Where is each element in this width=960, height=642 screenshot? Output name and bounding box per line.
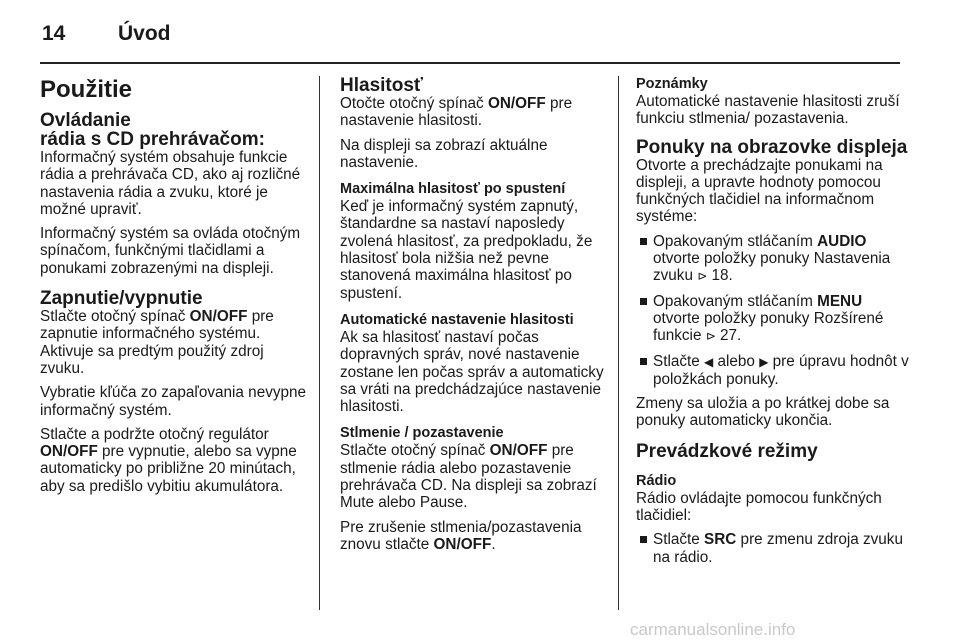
text: Opakovaným stláčaním	[653, 292, 818, 310]
paragraph: Na displeji sa zobrazí aktuálne nastavenie.	[340, 136, 548, 171]
minor-heading: Maximálna hlasitosť po spustení	[340, 181, 566, 198]
paragraph	[340, 442, 608, 511]
bullet-list	[636, 531, 910, 566]
page-reference: 18	[711, 267, 729, 285]
text: pre vypnutie, alebo sa vypne automaticky po približne 20 minútach, aby sa predišlo vybitiu akumulátora.	[40, 443, 297, 495]
minor-heading: Stlmenie / pozastavenie	[340, 425, 504, 442]
text: .	[737, 327, 742, 345]
subsection-heading-power: Zapnutie/vypnutie	[40, 288, 203, 310]
column-1	[40, 76, 308, 502]
text: Pre zrušenie stlmenia/pozastavenia znovu stlačte	[340, 518, 582, 553]
minor-heading-radio: Rádio	[636, 472, 677, 489]
page-reference: 27	[720, 327, 738, 345]
header-rule	[40, 62, 900, 64]
text: Stlačte otočný spínač	[40, 308, 190, 326]
column-divider	[618, 76, 619, 610]
paragraph: Rádio ovládajte pomocou funkčných tlačidiel:	[636, 489, 882, 525]
text: pre zmenu zdroja zvuku na rádio.	[653, 531, 903, 566]
subsection-heading-volume: Hlasitosť	[340, 75, 424, 96]
button-name: ON/OFF	[189, 308, 248, 326]
text: Stlačte	[653, 352, 705, 370]
paragraph: Zmeny sa uložia a po krátkej dobe sa ponuky automaticky ukončia.	[636, 395, 890, 430]
list-item	[636, 531, 910, 566]
subsection-heading-modes: Prevádzkové režimy	[636, 440, 818, 462]
paragraph	[40, 426, 308, 495]
page-number: 14	[42, 22, 66, 45]
text: Otočte otočný spínač	[340, 95, 488, 112]
button-name: MENU	[817, 292, 863, 310]
note-text: Automatické nastavenie hlasitosti zruší funkciu stlmenia/ pozastavenia.	[636, 93, 900, 128]
chapter-title: Úvod	[118, 22, 171, 45]
text: alebo	[713, 352, 760, 370]
paragraph	[40, 308, 308, 377]
text: Stlačte otočný spínač	[340, 442, 490, 460]
page-reference-icon: ⊳	[705, 329, 716, 344]
paragraph: Otvorte a prechádzajte ponukami na displeji, a upravte hodnoty pomocou funkčných tlačidiel na informačnom systéme:	[636, 156, 883, 226]
button-name: ON/OFF	[433, 535, 492, 553]
text: .	[491, 535, 496, 553]
button-name: SRC	[704, 531, 737, 549]
section-title: Použitie	[40, 76, 133, 103]
subsection-heading-menus: Ponuky na obrazovke displeja	[636, 136, 908, 158]
list-item	[636, 233, 910, 286]
text: otvorte položky ponuky Rozšírené funkcie	[653, 309, 884, 345]
text: .	[728, 267, 733, 285]
column-divider	[319, 76, 320, 610]
paragraph: Ak sa hlasitosť nastaví počas dopravných správ, nové nastavenie zostane len počas správ a automaticky sa vráti na predchádzajúce nastavenie hlasitosti.	[340, 328, 604, 416]
paragraph: Informačný systém sa ovláda otočným spínačom, funkčnými tlačidlami a ponukami zobrazenými na displeji.	[40, 225, 301, 277]
minor-heading: Automatické nastavenie hlasitosti	[340, 311, 574, 328]
bullet-square-icon	[640, 536, 647, 543]
watermark: carmanualsonline.info	[630, 620, 796, 639]
list-item	[636, 353, 910, 389]
text: pre stlmenie rádia alebo pozastavenie prehrávača CD. Na displeji sa zobrazí Mute alebo Pause.	[340, 442, 597, 512]
text: pre nastavenie hlasitosti.	[340, 95, 573, 130]
list-item	[636, 293, 910, 346]
button-name: ON/OFF	[487, 95, 546, 112]
paragraph: Keď je informačný systém zapnutý, štandardne sa nastaví naposledy zvolená hlasitosť, za predpokladu, že hlasitosť bola nižšia než pevne stanovená maximálna hlasitosť po spustení.	[340, 198, 593, 302]
paragraph: Vybratie kľúča zo zapaľovania nevypne informačný systém.	[40, 384, 307, 419]
paragraph	[340, 519, 608, 554]
button-name: ON/OFF	[489, 442, 548, 460]
page-reference-icon: ⊳	[697, 269, 708, 284]
text: pre úpravu hodnôt v položkách ponuky.	[653, 352, 909, 388]
bullet-square-icon	[640, 238, 647, 245]
text: otvorte položky ponuky Nastavenia zvuku	[653, 250, 891, 285]
heading-line: Ovládanie	[40, 110, 131, 131]
paragraph	[340, 95, 608, 130]
bullet-square-icon	[640, 358, 647, 365]
text: pre zapnutie informačného systému. Aktivuje sa predtým použitý zdroj zvuku.	[40, 308, 274, 377]
subsection-heading-controls	[40, 111, 308, 149]
text: Stlačte	[653, 531, 705, 549]
button-name: ON/OFF	[40, 443, 98, 461]
paragraph: Informačný systém obsahuje funkcie rádia a prehrávača CD, ako aj rozličné nastavenia rádia a zvuku, ktoré je možné upraviť.	[40, 149, 301, 218]
arrow-left-icon: ◀	[704, 354, 714, 369]
bullet-square-icon	[640, 298, 647, 305]
button-name: AUDIO	[817, 232, 867, 250]
text: Opakovaným stláčaním	[653, 232, 818, 250]
column-3	[636, 76, 910, 573]
arrow-right-icon: ▶	[759, 354, 769, 369]
text: Stlačte a podržte otočný regulátor	[40, 425, 269, 443]
column-2	[340, 76, 608, 560]
heading-line: rádia s CD prehrávačom:	[40, 129, 265, 150]
bullet-list	[636, 233, 910, 388]
note-heading: Poznámky	[636, 76, 708, 92]
